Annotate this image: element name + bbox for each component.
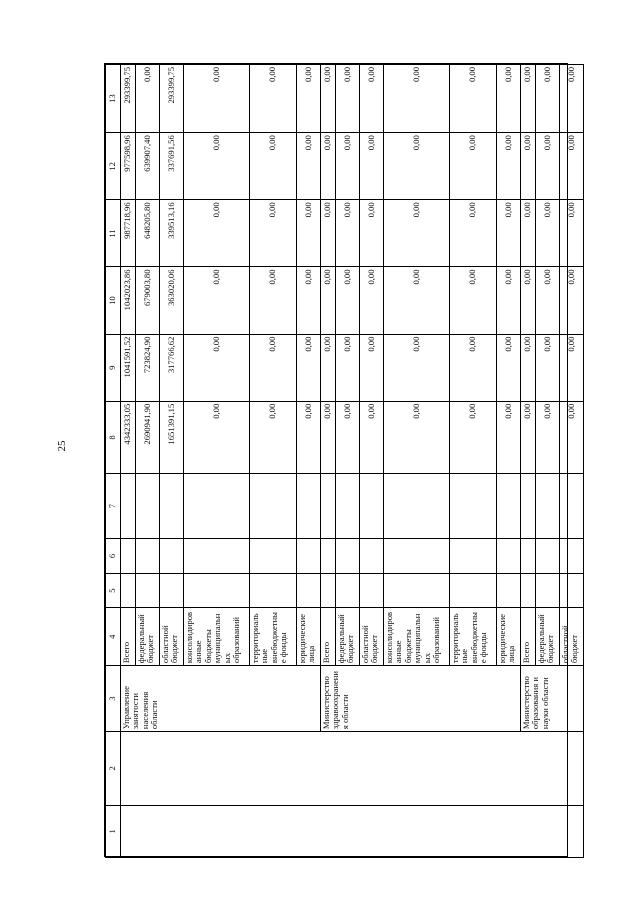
amount-cell: 0,00: [297, 200, 321, 267]
amount-cell: 0,00: [336, 200, 360, 267]
amount-cell: 0,00: [297, 401, 321, 473]
empty-cell: [536, 539, 560, 574]
amount-cell: 0,00: [297, 334, 321, 401]
amount-cell: 0,00: [521, 200, 536, 267]
amount-cell: 0,00: [497, 401, 521, 473]
col1-cell: [121, 805, 584, 857]
empty-cell: [184, 573, 250, 608]
column-number: 12: [106, 133, 121, 200]
amount-cell: 0,00: [184, 133, 250, 200]
column-number: 1: [106, 805, 121, 857]
amount-cell: 0,00: [497, 334, 521, 401]
empty-cell: [360, 573, 384, 608]
amount-cell: 0,00: [360, 65, 384, 133]
funding-source: территориальные внебюджетные фонды: [450, 608, 497, 666]
amount-cell: 0,00: [384, 65, 450, 133]
amount-cell: 0,00: [384, 133, 450, 200]
column-number: 3: [106, 666, 121, 732]
amount-cell: 0,00: [497, 65, 521, 133]
amount-cell: 2690941,90: [136, 401, 160, 473]
empty-cell: [136, 573, 160, 608]
funding-source: консолидированные бюджеты муниципальных образований: [384, 608, 450, 666]
funding-source: областной бюджет: [560, 608, 584, 666]
amount-cell: 0,00: [521, 401, 536, 473]
amount-cell: 0,00: [536, 133, 560, 200]
column-number: 13: [106, 65, 121, 133]
amount-cell: 0,00: [297, 133, 321, 200]
budget-table-rotated: [105, 64, 580, 858]
amount-cell: 0,00: [536, 334, 560, 401]
amount-cell: 0,00: [536, 65, 560, 133]
funding-source: Всего: [321, 608, 336, 666]
funding-source: федеральный бюджет: [536, 608, 560, 666]
empty-cell: [297, 539, 321, 574]
amount-cell: 0,00: [360, 267, 384, 334]
amount-cell: 0,00: [250, 65, 297, 133]
amount-cell: 337691,56: [160, 133, 184, 200]
amount-cell: 977598,96: [121, 133, 136, 200]
amount-cell: 0,00: [560, 267, 584, 334]
empty-cell: [497, 474, 521, 539]
empty-cell: [250, 573, 297, 608]
amount-cell: 0,00: [536, 267, 560, 334]
col2-cell: [121, 732, 584, 805]
amount-cell: 0,00: [250, 267, 297, 334]
page-number: 25: [56, 440, 68, 452]
empty-cell: [321, 474, 336, 539]
empty-cell: [384, 573, 450, 608]
amount-cell: 0,00: [250, 200, 297, 267]
amount-cell: 0,00: [184, 267, 250, 334]
empty-cell: [497, 539, 521, 574]
amount-cell: 0,00: [450, 133, 497, 200]
empty-cell: [384, 474, 450, 539]
amount-cell: 0,00: [336, 401, 360, 473]
amount-cell: 0,00: [450, 200, 497, 267]
amount-cell: 0,00: [497, 200, 521, 267]
column-number: 4: [106, 608, 121, 666]
amount-cell: 0,00: [250, 401, 297, 473]
empty-cell: [321, 573, 336, 608]
empty-cell: [136, 539, 160, 574]
amount-cell: 293399,75: [121, 65, 136, 133]
amount-cell: 639907,40: [136, 133, 160, 200]
empty-cell: [336, 539, 360, 574]
amount-cell: 0,00: [521, 267, 536, 334]
column-number: 9: [106, 334, 121, 401]
rotated-table-frame: [104, 63, 580, 857]
empty-cell: [160, 474, 184, 539]
amount-cell: 679003,80: [136, 267, 160, 334]
amount-cell: 0,00: [297, 65, 321, 133]
funding-source: областной бюджет: [160, 608, 184, 666]
empty-cell: [560, 539, 584, 574]
funding-source: Всего: [521, 608, 536, 666]
column-number: 7: [106, 474, 121, 539]
amount-cell: 0,00: [497, 267, 521, 334]
amount-cell: 0,00: [360, 200, 384, 267]
empty-cell: [121, 474, 136, 539]
funding-source: Всего: [121, 608, 136, 666]
amount-cell: 648205,80: [136, 200, 160, 267]
agency-name: Министерство здравоохранения области: [321, 666, 521, 732]
empty-cell: [384, 539, 450, 574]
funding-source: областной бюджет: [360, 608, 384, 666]
empty-cell: [536, 573, 560, 608]
empty-cell: [121, 573, 136, 608]
empty-cell: [336, 573, 360, 608]
amount-cell: 0,00: [184, 65, 250, 133]
amount-cell: 1651391,15: [160, 401, 184, 473]
empty-cell: [184, 474, 250, 539]
amount-cell: 1041591,52: [121, 334, 136, 401]
empty-cell: [121, 539, 136, 574]
funding-source: территориальные внебюджетные фонды: [250, 608, 297, 666]
funding-source: юридические лица: [297, 608, 321, 666]
amount-cell: 0,00: [336, 133, 360, 200]
empty-cell: [450, 474, 497, 539]
empty-cell: [450, 573, 497, 608]
amount-cell: 0,00: [560, 334, 584, 401]
amount-cell: 0,00: [321, 65, 336, 133]
amount-cell: 4342333,05: [121, 401, 136, 473]
empty-cell: [450, 539, 497, 574]
empty-cell: [336, 474, 360, 539]
amount-cell: 339513,16: [160, 200, 184, 267]
empty-cell: [160, 539, 184, 574]
column-number: 5: [106, 573, 121, 608]
amount-cell: 0,00: [450, 401, 497, 473]
amount-cell: 0,00: [250, 133, 297, 200]
amount-cell: 0,00: [321, 133, 336, 200]
empty-cell: [360, 474, 384, 539]
amount-cell: 1042023,86: [121, 267, 136, 334]
empty-cell: [250, 474, 297, 539]
amount-cell: 363020,06: [160, 267, 184, 334]
agency-name: Министерство образования и науки области: [521, 666, 584, 732]
amount-cell: 0,00: [560, 133, 584, 200]
amount-cell: 0,00: [497, 133, 521, 200]
column-number: 6: [106, 539, 121, 574]
empty-cell: [560, 474, 584, 539]
amount-cell: 0,00: [184, 401, 250, 473]
empty-cell: [321, 539, 336, 574]
amount-cell: 0,00: [384, 401, 450, 473]
empty-cell: [184, 539, 250, 574]
amount-cell: 0,00: [297, 267, 321, 334]
amount-cell: 0,00: [450, 334, 497, 401]
amount-cell: 0,00: [536, 200, 560, 267]
header-row: [106, 65, 121, 858]
amount-cell: 0,00: [321, 401, 336, 473]
amount-cell: 0,00: [384, 334, 450, 401]
amount-cell: 317766,62: [160, 334, 184, 401]
amount-cell: 0,00: [250, 334, 297, 401]
amount-cell: 0,00: [450, 267, 497, 334]
empty-cell: [521, 573, 536, 608]
amount-cell: 0,00: [336, 267, 360, 334]
table-row: [121, 65, 136, 858]
amount-cell: 0,00: [560, 65, 584, 133]
funding-source: юридические лица: [497, 608, 521, 666]
amount-cell: 0,00: [360, 133, 384, 200]
agency-name: Управление занятости населения области: [121, 666, 321, 732]
amount-cell: 723824,90: [136, 334, 160, 401]
amount-cell: 0,00: [450, 65, 497, 133]
funding-source: федеральный бюджет: [136, 608, 160, 666]
funding-source: консолидированные бюджеты муниципальных образований: [184, 608, 250, 666]
amount-cell: 0,00: [384, 200, 450, 267]
amount-cell: 0,00: [136, 65, 160, 133]
column-number: 11: [106, 200, 121, 267]
table-body: [106, 65, 584, 858]
empty-cell: [521, 474, 536, 539]
amount-cell: 0,00: [384, 267, 450, 334]
amount-cell: 0,00: [184, 334, 250, 401]
amount-cell: 293399,75: [160, 65, 184, 133]
amount-cell: 0,00: [336, 65, 360, 133]
amount-cell: 0,00: [336, 334, 360, 401]
amount-cell: 0,00: [560, 200, 584, 267]
amount-cell: 0,00: [521, 133, 536, 200]
empty-cell: [297, 573, 321, 608]
column-number: 10: [106, 267, 121, 334]
column-number: 2: [106, 732, 121, 805]
column-number: 8: [106, 401, 121, 473]
amount-cell: 0,00: [184, 200, 250, 267]
amount-cell: 0,00: [360, 334, 384, 401]
empty-cell: [160, 573, 184, 608]
empty-cell: [521, 539, 536, 574]
empty-cell: [560, 573, 584, 608]
empty-cell: [297, 474, 321, 539]
empty-cell: [536, 474, 560, 539]
amount-cell: 0,00: [321, 267, 336, 334]
amount-cell: 0,00: [536, 401, 560, 473]
budget-table: [105, 64, 584, 858]
amount-cell: 0,00: [521, 65, 536, 133]
empty-cell: [250, 539, 297, 574]
empty-cell: [136, 474, 160, 539]
amount-cell: 0,00: [521, 334, 536, 401]
amount-cell: 0,00: [560, 401, 584, 473]
amount-cell: 987718,96: [121, 200, 136, 267]
amount-cell: 0,00: [321, 334, 336, 401]
funding-source: федеральный бюджет: [336, 608, 360, 666]
empty-cell: [497, 573, 521, 608]
amount-cell: 0,00: [321, 200, 336, 267]
empty-cell: [360, 539, 384, 574]
amount-cell: 0,00: [360, 401, 384, 473]
